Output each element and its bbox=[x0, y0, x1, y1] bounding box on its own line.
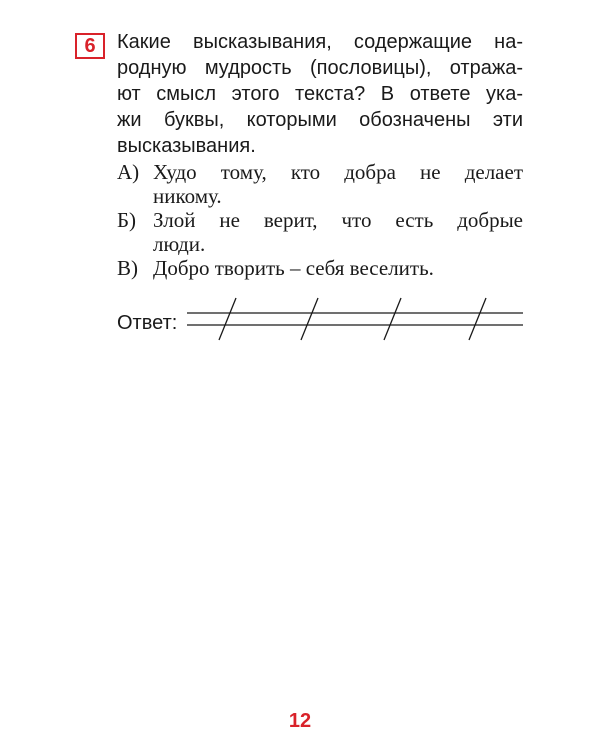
task-number-badge: 6 bbox=[75, 33, 105, 59]
answer-label: Ответ: bbox=[117, 312, 178, 334]
answer-field[interactable] bbox=[185, 296, 525, 342]
option-letter: Б) bbox=[117, 208, 137, 232]
option-a bbox=[117, 160, 523, 208]
option-line: Худо тому, кто добра не делает bbox=[153, 160, 523, 184]
option-letter: В) bbox=[117, 256, 138, 280]
answer-separator bbox=[384, 298, 401, 340]
question-line: родную мудрость (пословицы), отража- bbox=[117, 57, 523, 79]
answer-separator bbox=[469, 298, 486, 340]
option-b bbox=[117, 208, 523, 256]
options-list bbox=[117, 160, 523, 280]
answer-separator bbox=[301, 298, 318, 340]
question-line: ют смысл этого текста? В ответе ука- bbox=[117, 83, 523, 105]
option-line: Злой не верит, что есть добрые bbox=[153, 208, 523, 232]
question-line: высказывания. bbox=[117, 135, 256, 157]
question-line: жи буквы, которыми обозначены эти bbox=[117, 109, 523, 131]
option-line: никому. bbox=[153, 184, 222, 208]
option-line: Добро творить – себя веселить. bbox=[153, 256, 434, 280]
page-number: 12 bbox=[288, 710, 312, 732]
option-letter: А) bbox=[117, 160, 140, 184]
option-c bbox=[117, 256, 523, 280]
question-text bbox=[117, 29, 523, 159]
question-line: Какие высказывания, содержащие на- bbox=[117, 31, 523, 53]
option-line: люди. bbox=[153, 232, 206, 256]
answer-separator bbox=[219, 298, 236, 340]
